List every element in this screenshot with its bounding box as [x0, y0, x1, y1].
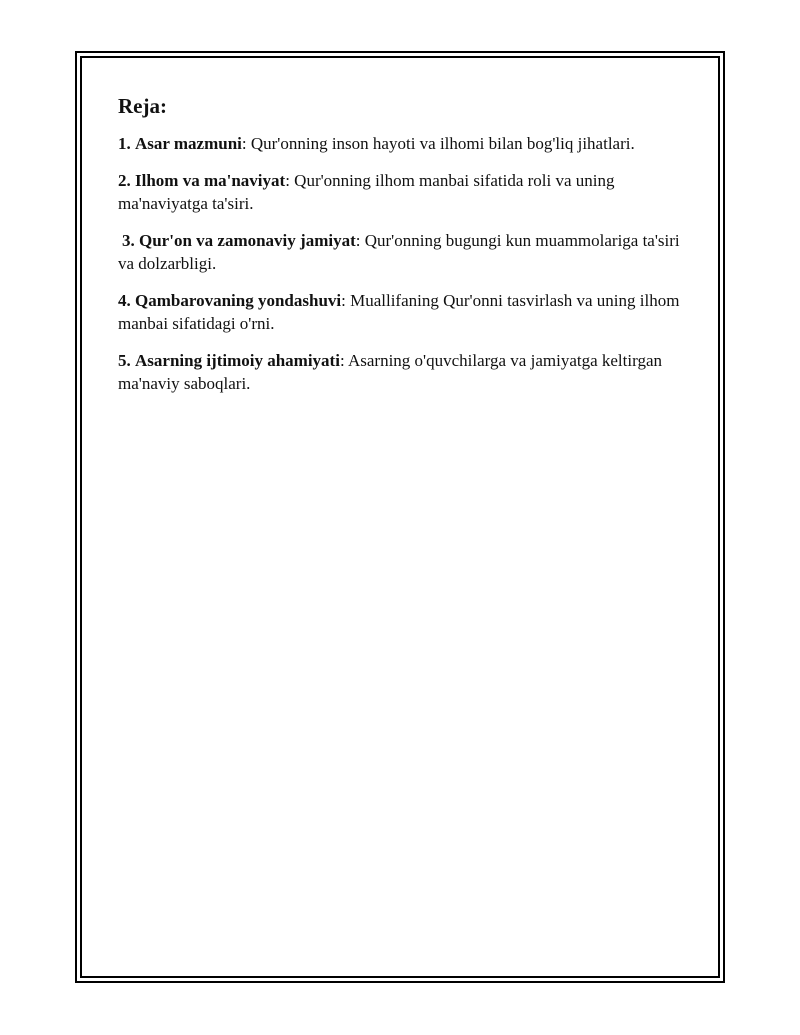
- plan-item-1: [118, 132, 698, 155]
- plan-item-5: [118, 349, 698, 395]
- plan-item-text: : Qur'onning inson hayoti va ilhomi bilan bog'liq jihatlari.: [241, 134, 635, 153]
- plan-item-number: 3.: [122, 231, 135, 250]
- plan-item-text: : Muallifaning Qur'onni tasvirlash va uning ilhom manbai sifatidagi o'rni.: [118, 291, 680, 333]
- plan-item-title: Qur'on va zamonaviy jamiyat: [139, 231, 356, 250]
- plan-item-title: Asar mazmuni: [135, 134, 242, 153]
- plan-item-4: [118, 289, 698, 335]
- plan-item-2: [118, 169, 698, 215]
- plan-heading: Reja:: [118, 94, 167, 118]
- plan-item-number: 1.: [118, 134, 131, 153]
- document-body: [118, 92, 698, 409]
- plan-item-text: : Asarning o'quvchilarga va jamiyatga keltirgan ma'naviy saboqlari.: [118, 351, 662, 393]
- plan-item-number: 4.: [118, 291, 131, 310]
- plan-item-title: Ilhom va ma'naviyat: [135, 171, 286, 190]
- plan-item-text: : Qur'onning bugungi kun muammolariga ta'siri va dolzarbligi.: [118, 231, 680, 273]
- plan-item-title: Qambarovaning yondashuvi: [135, 291, 342, 310]
- plan-item-3: [118, 229, 698, 275]
- plan-item-text: : Qur'onning ilhom manbai sifatida roli va uning ma'naviyatga ta'siri.: [118, 171, 615, 213]
- plan-item-number: 2.: [118, 171, 131, 190]
- plan-item-title: Asarning ijtimoiy ahamiyati: [135, 351, 340, 370]
- plan-item-number: 5.: [118, 351, 131, 370]
